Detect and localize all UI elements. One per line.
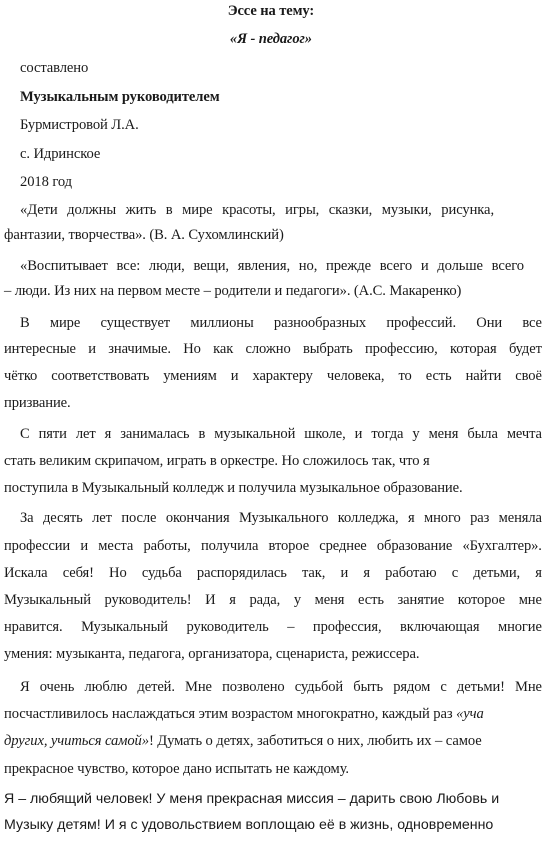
- paragraph-4-line: прекрасное чувство, которое дано испытать не каждому.: [4, 761, 349, 777]
- paragraph-3-line: умения: музыканта, педагога, организатора, сценариста, режиссера.: [4, 646, 420, 662]
- paragraph-3-line: За десять лет после окончания Музыкального колледжа, я много раз меняла: [20, 510, 542, 526]
- paragraph-2-line: С пяти лет я занималась в музыкальной школе, и тогда у меня была мечта: [20, 426, 542, 442]
- paragraph-3-line: профессии и места работы, получила второе среднее образование «Бухгалтер».: [4, 538, 542, 554]
- paragraph-4-text: ! Думать о детях, заботиться о них, любить их – самое: [148, 733, 482, 749]
- paragraph-4-line: [4, 731, 482, 751]
- paragraph-5-line: Музыку детям! И я с удовольствием воплощаю её в жизнь, одновременно: [4, 817, 494, 833]
- epigraph-1-line: фантазии, творчества». (В. А. Сухомлинский): [4, 227, 284, 243]
- epigraph-2-line: «Воспитывает все: люди, вещи, явления, но, прежде всего и дольше всего: [20, 258, 524, 274]
- author-role: Музыкальным руководителем: [20, 89, 220, 105]
- paragraph-1-line: интересные и значимые. Но как сложно выбрать профессию, которая будет: [4, 341, 542, 357]
- paragraph-4-text: посчастливилось наслаждаться этим возрастом многократно, каждый раз: [4, 706, 457, 722]
- epigraph-1-line: «Дети должны жить в мире красоты, игры, сказки, музыки, рисунка,: [20, 202, 494, 218]
- author-village: с. Идринское: [20, 146, 101, 162]
- essay-subtitle: «Я - педагог»: [229, 31, 312, 47]
- paragraph-2-line: стать великим скрипачом, играть в оркестре. Но сложилось так, что я: [4, 453, 430, 469]
- paragraph-1-line: призвание.: [4, 395, 71, 411]
- paragraph-4-italic: других, учиться самой»: [4, 733, 149, 749]
- paragraph-4-line: Я очень люблю детей. Мне позволено судьбой быть рядом с детьми! Мне: [20, 679, 542, 695]
- author-name: Бурмистровой Л.А.: [20, 117, 139, 133]
- paragraph-1-line: В мире существует миллионы разнообразных профессий. Они все: [20, 315, 542, 331]
- paragraph-3-line: нравится. Музыкальный руководитель – профессия, включающая многие: [4, 619, 542, 635]
- paragraph-3-line: Музыкальный руководитель! И я рада, у меня есть занятие которое мне: [4, 592, 542, 608]
- paragraph-3-line: Искала себя! Но судьба распорядилась так, и я работаю с детьми, я: [4, 565, 542, 581]
- author-year: 2018 год: [20, 174, 72, 190]
- paragraph-1-line: чётко соответствовать умениям и характеру человека, то есть найти своё: [4, 368, 542, 384]
- composed-label: составлено: [20, 60, 89, 76]
- paragraph-5-line: Я – любящий человек! У меня прекрасная миссия – дарить свою Любовь и: [4, 791, 500, 807]
- paragraph-4-line: [4, 704, 484, 724]
- paragraph-4-italic: «уча: [456, 706, 484, 722]
- epigraph-2-line: – люди. Из них на первом месте – родители и педагоги». (А.С. Макаренко): [4, 283, 462, 299]
- essay-heading: Эссе на тему:: [227, 3, 315, 19]
- paragraph-2-line: поступила в Музыкальный колледж и получила музыкальное образование.: [4, 480, 463, 496]
